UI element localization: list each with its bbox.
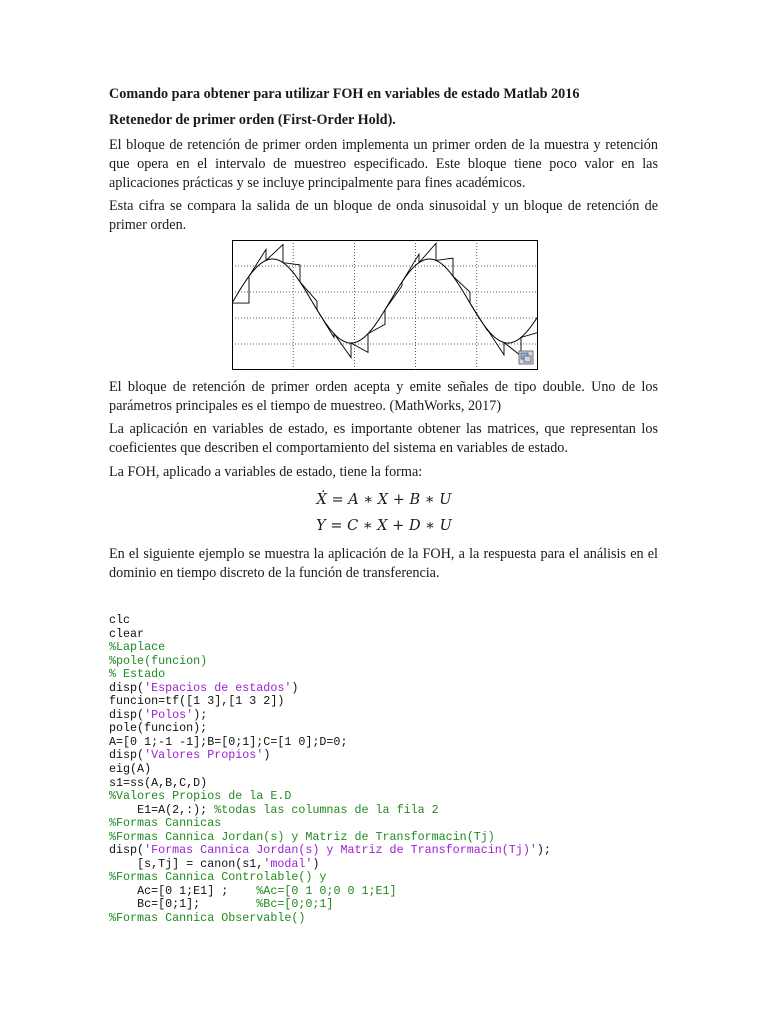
equation-output: Y = C ∗ X + D ∗ U: [316, 518, 452, 534]
code-line: [109, 749, 551, 763]
code-text: ): [263, 748, 271, 763]
code-text: E1=A(2,:);: [137, 802, 215, 817]
code-line: [109, 858, 551, 872]
foh-comparison-figure: [232, 240, 538, 370]
code-line: [109, 912, 551, 926]
code-comment: %todas las columnas de la fila 2: [214, 802, 439, 817]
code-text: disp(: [109, 707, 145, 722]
code-comment: %pole(funcion): [109, 653, 208, 668]
code-comment: %Laplace: [109, 640, 166, 655]
paragraph-foh-description: El bloque de retención de primer orden implementa un primer orden de la muestra y retención que opera en el intervalo de muestreo especificado. Este bloque tiene poco valor en las aplicaciones prácticas y se incluye principalmente para fines académicos.: [109, 137, 658, 191]
code-line: [109, 817, 551, 831]
code-comment: % Estado: [109, 667, 166, 682]
code-string: 'Formas Cannica Jordan(s) y Matriz de Transformacin(Tj)': [144, 843, 537, 858]
section-heading: Retenedor de primer orden (First-Order Hold).: [109, 112, 396, 128]
code-comment: %Formas Cannica Observable(): [109, 911, 306, 926]
code-line: [109, 668, 551, 682]
code-comment: %Formas Cannica Jordan(s) y Matriz de Transformacin(Tj): [109, 829, 495, 844]
code-line: [109, 614, 551, 628]
code-string: 'Polos': [144, 707, 194, 722]
document-title: Comando para obtener para utilizar FOH en variables de estado Matlab 2016: [109, 86, 580, 102]
scope-autoscale-icon[interactable]: [519, 351, 533, 364]
code-line: [109, 722, 551, 736]
code-text: Ac=[0 1;E1] ;: [137, 883, 257, 898]
code-text: funcion=tf([1 3],[1 3 2]): [109, 694, 285, 709]
code-text: disp(: [109, 748, 145, 763]
code-line: [109, 736, 551, 750]
code-string: 'Espacios de estados': [144, 680, 292, 695]
equation-state: Ẋ = A ∗ X + B ∗ U: [316, 492, 452, 508]
code-text: eig(A): [109, 762, 152, 777]
code-text: s1=ss(A,B,C,D): [109, 775, 208, 790]
code-text: );: [193, 707, 208, 722]
code-line: [109, 804, 551, 818]
code-text: [s,Tj] = canon(s1,: [137, 856, 264, 871]
code-line: [109, 790, 551, 804]
code-line: [109, 641, 551, 655]
code-text: clear: [109, 626, 145, 641]
code-line: [109, 655, 551, 669]
code-comment: %Ac=[0 1 0;0 0 1;E1]: [256, 883, 397, 898]
code-string: 'modal': [263, 856, 313, 871]
code-line: [109, 831, 551, 845]
code-text: Bc=[0;1];: [137, 897, 257, 912]
paragraph-example-intro: En el siguiente ejemplo se muestra la aplicación de la FOH, a la respuesta para el análisis en el dominio en tiempo discreto de la función de transferencia.: [109, 546, 658, 581]
code-text: ): [291, 680, 299, 695]
code-text: clc: [109, 613, 131, 627]
code-comment: %Formas Cannica Controlable() y: [109, 870, 327, 885]
code-line: [109, 844, 551, 858]
code-line: [109, 885, 551, 899]
matlab-code-block: [109, 614, 551, 926]
code-comment: %Formas Cannicas: [109, 816, 222, 831]
code-line: [109, 777, 551, 791]
code-comment: %Bc=[0;0;1]: [256, 897, 334, 912]
paragraph-state-form: La FOH, aplicado a variables de estado, tiene la forma:: [109, 464, 423, 480]
code-line: [109, 898, 551, 912]
code-line: [109, 682, 551, 696]
code-line: [109, 709, 551, 723]
code-line: [109, 628, 551, 642]
code-text: disp(: [109, 843, 145, 858]
code-line: [109, 763, 551, 777]
code-comment: %Valores Propios de la E.D: [109, 789, 292, 804]
paragraph-state-variables: La aplicación en variables de estado, es importante obtener las matrices, que representan los coeficientes que describen el comportamiento del sistema en variables de estado.: [109, 421, 658, 456]
code-text: disp(: [109, 680, 145, 695]
paragraph-foh-signal-types: El bloque de retención de primer orden acepta y emite señales de tipo double. Uno de los parámetros principales es el tiempo de muestreo. (MathWorks, 2017): [109, 379, 658, 414]
code-string: 'Valores Propios': [144, 748, 264, 763]
code-line: [109, 695, 551, 709]
code-text: ): [312, 856, 320, 871]
code-text: pole(funcion);: [109, 721, 208, 736]
code-text: A=[0 1;-1 -1];B=[0;1];C=[1 0];D=0;: [109, 734, 348, 749]
paragraph-figure-intro: Esta cifra se compara la salida de un bloque de onda sinusoidal y un bloque de retención de primer orden.: [109, 198, 658, 233]
code-line: [109, 871, 551, 885]
code-text: );: [536, 843, 551, 858]
